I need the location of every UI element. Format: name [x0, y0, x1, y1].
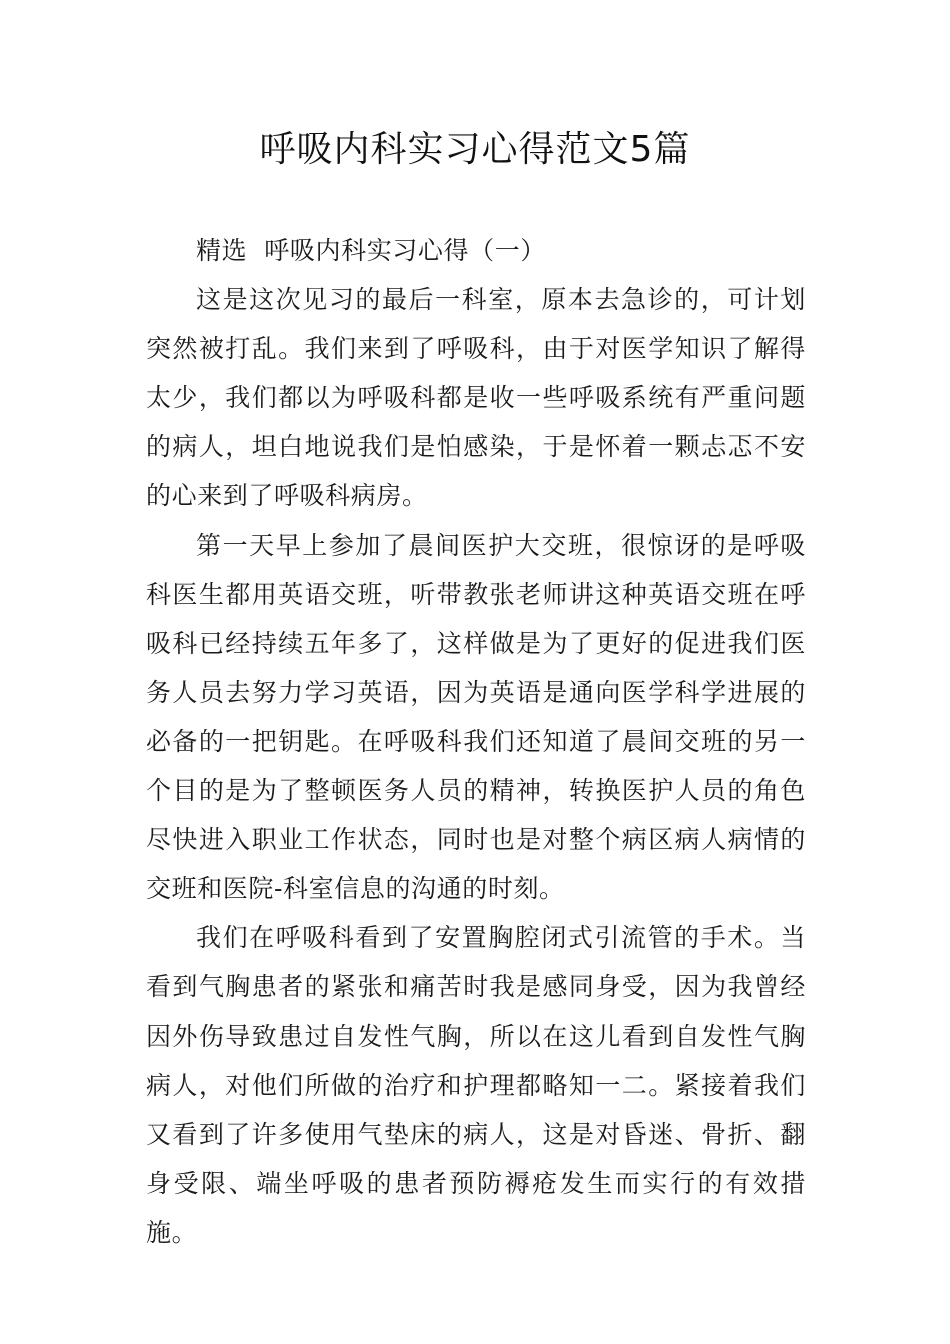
- document-title: 呼吸内科实习心得范文5篇: [259, 129, 691, 170]
- paragraph-3: 我们在呼吸科看到了安置胸腔闭式引流管的手术。当看到气胸患者的紧张和痛苦时我是感同身受，因为我曾经因外伤导致患过自发性气胸，所以在这儿看到自发性气胸病人，对他们所做的治疗和护理都略知一二。紧接着我们又看到了许多使用气垫床的病人，这是对昏迷、骨折、翻身受限、端坐呼吸的患者预防褥疮发生而实行的有效措施。: [146, 923, 806, 1247]
- document-body: [146, 226, 806, 1257]
- section-subheading: 精选 呼吸内科实习心得（一）: [196, 236, 546, 265]
- paragraph-2: 第一天早上参加了晨间医护大交班，很惊讶的是呼吸科医生都用英语交班，听带教张老师讲这种英语交班在呼吸科已经持续五年多了，这样做是为了更好的促进我们医务人员去努力学习英语，因为英语是通向医学科学进展的必备的一把钥匙。在呼吸科我们还知道了晨间交班的另一个目的是为了整顿医务人员的精神，转换医护人员的角色尽快进入职业工作状态，同时也是对整个病区病人病情的交班和医院-科室信息的沟通的时刻。: [146, 530, 806, 904]
- paragraph-1: 这是这次见习的最后一科室，原本去急诊的，可计划突然被打乱。我们来到了呼吸科，由于对医学知识了解得太少，我们都以为呼吸科都是收一些呼吸系统有严重问题的病人，坦白地说我们是怕感染，于是怀着一颗忐忑不安的心来到了呼吸科病房。: [146, 285, 806, 511]
